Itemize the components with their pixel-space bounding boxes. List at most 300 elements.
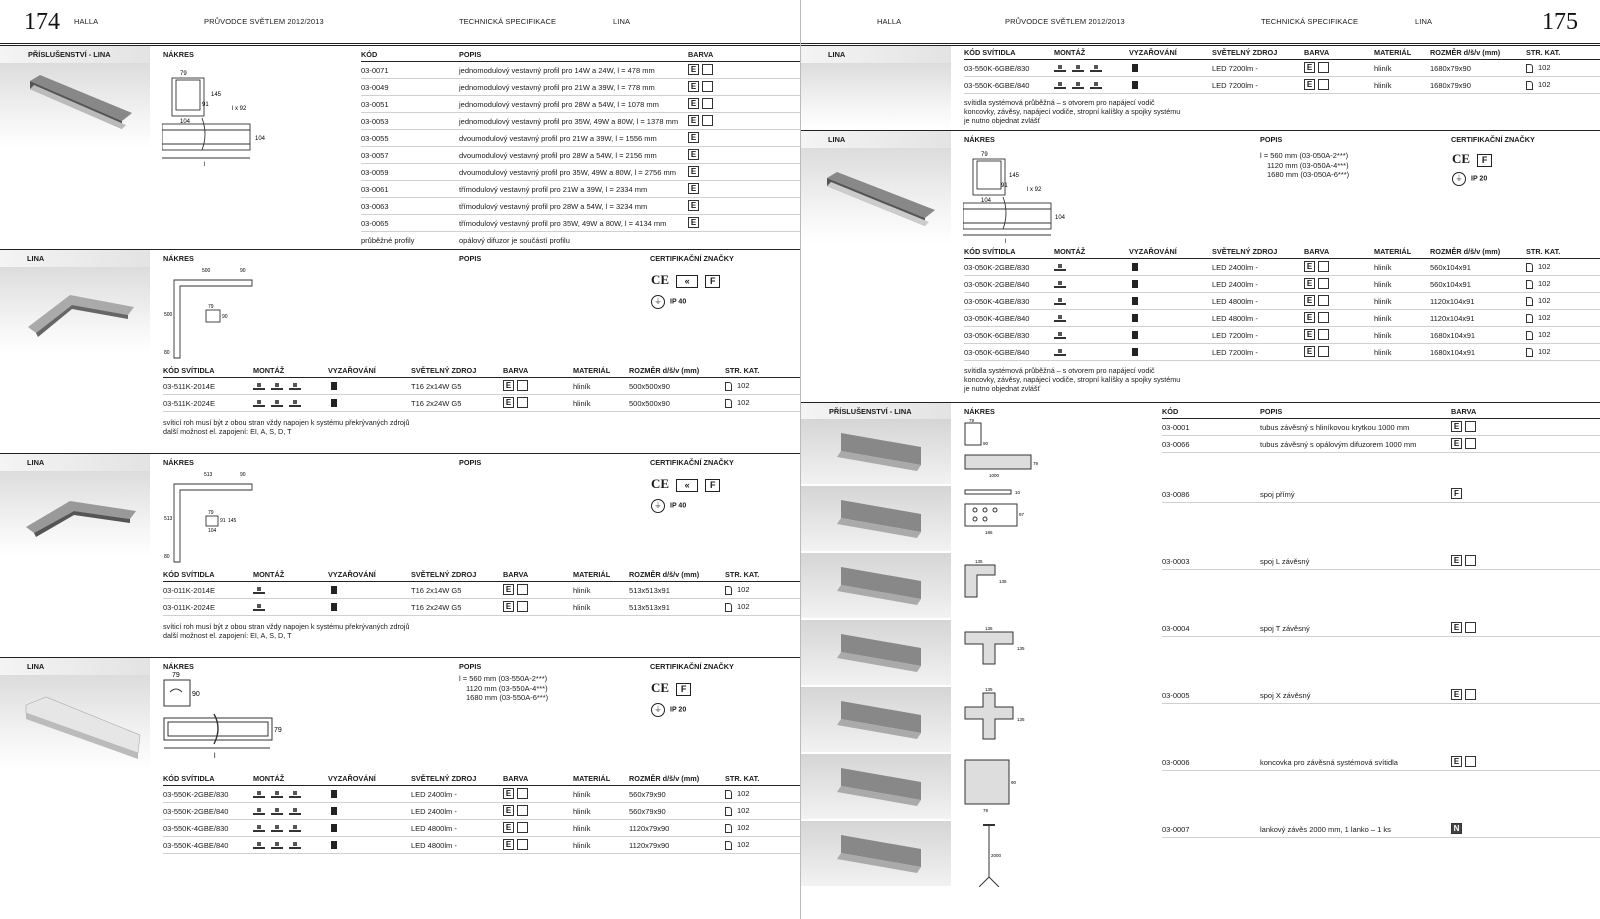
color-boxes bbox=[503, 397, 531, 408]
ground-icon: ⏚ bbox=[651, 499, 665, 513]
table-header: ROZMĚR d/š/v (mm) bbox=[629, 366, 700, 375]
accessory-photo-icon bbox=[801, 553, 951, 619]
table-row bbox=[964, 327, 1600, 344]
dim-text: 80 bbox=[164, 554, 170, 560]
table-row bbox=[964, 293, 1600, 310]
dim-text: 500 bbox=[164, 312, 173, 318]
material: hliník bbox=[573, 399, 591, 408]
accessory-photo-icon bbox=[801, 754, 951, 820]
light-source: T16 2x24W G5 bbox=[411, 603, 462, 612]
radiation-icon bbox=[1132, 262, 1138, 271]
dim-text: 513 bbox=[164, 516, 173, 522]
dimensions: 1680x104x91 bbox=[1430, 331, 1476, 340]
profile-drawing bbox=[162, 66, 277, 186]
dim-text: 1000 bbox=[989, 473, 1000, 478]
row-colors bbox=[688, 166, 702, 177]
dimensions: 560x79x90 bbox=[629, 807, 666, 816]
mount-icons bbox=[253, 823, 307, 832]
page-icon bbox=[725, 807, 732, 816]
fixture-code: 03-550K-2GBE/830 bbox=[163, 790, 229, 799]
ground-icon: ⏚ bbox=[1452, 172, 1466, 186]
ip-text: IP 40 bbox=[670, 298, 687, 306]
color-white-icon bbox=[702, 98, 713, 109]
table-row bbox=[163, 395, 800, 412]
mount-icons bbox=[1054, 347, 1072, 356]
mount-icons bbox=[1054, 296, 1072, 305]
color-boxes bbox=[1304, 312, 1332, 323]
color-white-icon bbox=[1465, 756, 1476, 767]
fixture-code: 03-011K-2014E bbox=[163, 586, 215, 595]
color-white-icon bbox=[1465, 622, 1476, 633]
radiation-icon bbox=[331, 806, 337, 815]
row-code: 03-0057 bbox=[361, 151, 389, 160]
table-header: MONTÁŽ bbox=[1054, 48, 1086, 57]
f-mark-icon: F bbox=[1477, 154, 1492, 167]
left-header bbox=[0, 0, 800, 44]
row-colors bbox=[688, 64, 716, 75]
mount-icons bbox=[253, 398, 307, 407]
col-popis: POPIS bbox=[459, 50, 482, 59]
mount-icon bbox=[289, 825, 301, 832]
light-source: LED 2400lm - bbox=[411, 807, 457, 816]
ip-text: IP 40 bbox=[670, 502, 687, 510]
warning-icon: « bbox=[676, 479, 698, 492]
page-icon bbox=[725, 603, 732, 612]
accessory-photo-icon bbox=[801, 486, 951, 552]
block-note bbox=[964, 98, 1180, 125]
row-code: 03-0003 bbox=[1162, 557, 1190, 566]
dimensions: 1680x79x90 bbox=[1430, 64, 1471, 73]
mount-icon bbox=[1054, 349, 1066, 356]
page-icon bbox=[725, 824, 732, 833]
table-row bbox=[361, 215, 800, 232]
ce-mark: CE bbox=[651, 272, 670, 287]
table-row bbox=[361, 79, 800, 96]
row-desc: tubus závěsný s opálovým difuzorem 1000 mm bbox=[1260, 440, 1417, 449]
accessories-block bbox=[801, 402, 1600, 919]
color-boxes bbox=[503, 380, 531, 391]
color-white-icon bbox=[1318, 295, 1329, 306]
linear-drawing bbox=[162, 670, 292, 760]
dim-text: 513 bbox=[204, 472, 213, 478]
row-code: 03-0004 bbox=[1162, 624, 1190, 633]
header-product: LINA bbox=[613, 17, 631, 26]
product-photo-blank bbox=[801, 63, 951, 129]
material: hliník bbox=[1374, 314, 1392, 323]
fixture-code: 03-511K-2024E bbox=[163, 399, 215, 408]
product-photo bbox=[0, 471, 150, 557]
header-brand: HALLA bbox=[877, 17, 902, 26]
ce-mark: CE bbox=[1452, 151, 1471, 166]
row-colors bbox=[688, 183, 702, 194]
table-row bbox=[361, 181, 800, 198]
product-photo bbox=[0, 675, 150, 771]
accessories-block bbox=[0, 45, 800, 248]
color-boxes bbox=[1304, 346, 1332, 357]
block-side bbox=[0, 46, 150, 149]
catalog-page: 102 bbox=[725, 585, 750, 595]
page-number: 174 bbox=[24, 9, 60, 35]
dim-text: l x 92 bbox=[232, 106, 247, 112]
block-label: PŘÍSLUŠENSTVÍ - LINA bbox=[801, 403, 951, 420]
table-row bbox=[361, 62, 800, 79]
catalog-page: 102 bbox=[725, 840, 750, 850]
page-icon bbox=[1526, 64, 1533, 73]
color-e-icon: E bbox=[1304, 62, 1315, 73]
row-code: 03-0053 bbox=[361, 117, 389, 126]
radiation-icon bbox=[1132, 330, 1138, 339]
catalog-page: 102 bbox=[1526, 313, 1551, 323]
accessory-drawing bbox=[963, 687, 1063, 755]
accessory-photo-icon bbox=[801, 419, 951, 485]
table-header: MONTÁŽ bbox=[1054, 247, 1086, 256]
radiation-icon bbox=[1132, 313, 1138, 322]
accessory-photo bbox=[801, 486, 951, 552]
row-desc: třímodulový vestavný profil pro 28W a 54W, l = 3234 mm bbox=[459, 202, 648, 211]
table-header: KÓD SVÍTIDLA bbox=[163, 366, 215, 375]
dimensions: 560x104x91 bbox=[1430, 263, 1471, 272]
dim-text: 79 bbox=[1033, 461, 1039, 466]
color-e-icon: E bbox=[503, 822, 514, 833]
col-popis: POPIS bbox=[1260, 135, 1283, 144]
dim-text: 2000 bbox=[991, 853, 1002, 858]
dim-text: 10 bbox=[1015, 490, 1021, 495]
color-e-icon: E bbox=[1304, 329, 1315, 340]
catalog-page: 102 bbox=[1526, 63, 1551, 73]
table-row bbox=[361, 130, 800, 147]
block-side bbox=[0, 658, 150, 771]
dim-text: 104 bbox=[1055, 215, 1066, 221]
radiation-icon bbox=[1132, 347, 1138, 356]
dimensions: 1680x104x91 bbox=[1430, 348, 1476, 357]
f-mark-icon: F bbox=[705, 479, 720, 492]
dim-text: 104 bbox=[180, 119, 191, 125]
row-desc: tubus závěsný s hliníkovou krytkou 1000 mm bbox=[1260, 423, 1410, 432]
block-note bbox=[163, 418, 409, 436]
mount-icon bbox=[271, 791, 283, 798]
page-icon bbox=[1526, 314, 1533, 323]
dim-text: 79 bbox=[172, 672, 180, 679]
accessory-drawing bbox=[963, 754, 1063, 822]
row-code: 03-0059 bbox=[361, 168, 389, 177]
mount-icon bbox=[271, 842, 283, 849]
row-colors bbox=[1451, 421, 1479, 432]
col-barva: BARVA bbox=[688, 50, 714, 59]
accessory-drawing bbox=[963, 620, 1063, 688]
table-row bbox=[1162, 486, 1600, 503]
dim-text: 145 bbox=[228, 518, 237, 524]
color-boxes bbox=[1304, 261, 1332, 272]
row-code: průběžné profily bbox=[361, 236, 415, 245]
table-row bbox=[964, 60, 1600, 77]
table-header: KÓD SVÍTIDLA bbox=[163, 774, 215, 783]
light-source: LED 7200lm - bbox=[1212, 64, 1258, 73]
table-header: STR. KAT. bbox=[725, 774, 760, 783]
color-e-icon: E bbox=[1451, 622, 1462, 633]
color-e-icon: E bbox=[503, 601, 514, 612]
row-code: 03-0086 bbox=[1162, 490, 1190, 499]
mount-icon bbox=[253, 400, 265, 407]
cert-marks bbox=[651, 476, 720, 492]
row-desc: jednomodulový vestavný profil pro 28W a 54W, l = 1078 mm bbox=[459, 100, 659, 109]
block-label: LINA bbox=[801, 131, 951, 148]
row-desc: dvoumodulový vestavný profil pro 28W a 54W, l = 2156 mm bbox=[459, 151, 657, 160]
color-boxes bbox=[1304, 278, 1332, 289]
table-header: BARVA bbox=[1304, 247, 1330, 256]
mount-icon bbox=[289, 808, 301, 815]
col-cert: CERTIFIKAČNÍ ZNAČKY bbox=[650, 458, 734, 467]
row-code: 03-0061 bbox=[361, 185, 389, 194]
row-code: 03-0055 bbox=[361, 134, 389, 143]
row-code: 03-0066 bbox=[1162, 440, 1190, 449]
mount-icons bbox=[1054, 63, 1108, 72]
light-source: LED 4800lm - bbox=[1212, 314, 1258, 323]
mount-icon bbox=[1090, 82, 1102, 89]
mount-icons bbox=[1054, 262, 1072, 271]
row-colors bbox=[688, 98, 716, 109]
light-source: LED 4800lm - bbox=[1212, 297, 1258, 306]
table-row bbox=[1162, 553, 1600, 570]
color-white-icon bbox=[1318, 261, 1329, 272]
dim-text: 79 bbox=[274, 727, 282, 734]
dim-text: l bbox=[1005, 239, 1007, 245]
light-source: T16 2x24W G5 bbox=[411, 399, 462, 408]
warning-icon: « bbox=[676, 275, 698, 288]
catalog-page: 102 bbox=[725, 602, 750, 612]
row-colors bbox=[1451, 488, 1465, 499]
row-code: 03-0007 bbox=[1162, 825, 1190, 834]
right-header bbox=[801, 0, 1600, 44]
col-popis: POPIS bbox=[459, 662, 482, 671]
dim-text: l bbox=[214, 753, 216, 760]
dim-text: 79 bbox=[208, 510, 214, 516]
dimensions: 513x513x91 bbox=[629, 586, 670, 595]
page-icon bbox=[725, 382, 732, 391]
light-source: LED 2400lm - bbox=[1212, 263, 1258, 272]
row-desc: spoj L závěsný bbox=[1260, 557, 1310, 566]
row-desc: jednomodulový vestavný profil pro 35W, 49W a 80W, l = 1378 mm bbox=[459, 117, 679, 126]
table-header: KÓD SVÍTIDLA bbox=[964, 48, 1016, 57]
fixture-code: 03-050K-6GBE/840 bbox=[964, 348, 1030, 357]
dim-text: 90 bbox=[1011, 780, 1017, 785]
color-white-icon bbox=[702, 115, 713, 126]
col-nakres: NÁKRES bbox=[163, 50, 194, 59]
mount-icon bbox=[271, 825, 283, 832]
block-label: LINA bbox=[0, 454, 150, 471]
catalog-page: 102 bbox=[1526, 296, 1551, 306]
mount-icon bbox=[289, 791, 301, 798]
color-white-icon bbox=[517, 380, 528, 391]
dim-text: 90 bbox=[240, 268, 246, 274]
color-e-icon: E bbox=[688, 132, 699, 143]
material: hliník bbox=[1374, 64, 1392, 73]
fixture-code: 03-550K-6GBE/840 bbox=[964, 81, 1030, 90]
material: hliník bbox=[573, 603, 591, 612]
dim-text: 90 bbox=[240, 472, 246, 478]
col-cert: CERTIFIKAČNÍ ZNAČKY bbox=[650, 254, 734, 263]
table-header: KÓD SVÍTIDLA bbox=[964, 247, 1016, 256]
row-code: 03-0071 bbox=[361, 66, 389, 75]
row-desc: dvoumodulový vestavný profil pro 35W, 49W a 80W, l = 2756 mm bbox=[459, 168, 676, 177]
lina-corner-block-2 bbox=[0, 453, 800, 657]
color-e-icon: E bbox=[688, 166, 699, 177]
radiation-icon bbox=[1132, 296, 1138, 305]
table-row bbox=[1162, 821, 1600, 838]
product-photo bbox=[0, 267, 150, 353]
dimensions: 560x79x90 bbox=[629, 790, 666, 799]
color-e-icon: E bbox=[1304, 79, 1315, 90]
fixture-code: 03-550K-4GBE/830 bbox=[163, 824, 229, 833]
light-source: T16 2x14W G5 bbox=[411, 382, 462, 391]
length-list bbox=[1260, 151, 1349, 180]
length-line: l = 560 mm (03-050A-2***) bbox=[1260, 151, 1349, 160]
ground-icon: ⏚ bbox=[651, 703, 665, 717]
lina-corner-block bbox=[0, 249, 800, 453]
material: hliník bbox=[1374, 348, 1392, 357]
row-colors bbox=[1451, 622, 1479, 633]
header-guide: PRŮVODCE SVĚTLEM 2012/2013 bbox=[204, 17, 324, 26]
accessory-drawing bbox=[963, 821, 1063, 889]
light-source: LED 2400lm - bbox=[1212, 280, 1258, 289]
color-e-icon: E bbox=[1304, 261, 1315, 272]
dim-text: l x 92 bbox=[1027, 187, 1042, 193]
block-note bbox=[163, 622, 409, 640]
color-white-icon bbox=[702, 81, 713, 92]
dim-text: 79 bbox=[969, 419, 975, 423]
row-desc: jednomodulový vestavný profil pro 21W a 39W, l = 778 mm bbox=[459, 83, 655, 92]
dimensions: 1120x104x91 bbox=[1430, 314, 1475, 323]
mount-icon bbox=[1054, 298, 1066, 305]
right-page bbox=[800, 0, 1600, 919]
col-nakres: NÁKRES bbox=[163, 254, 194, 263]
accessory-photo bbox=[801, 620, 951, 686]
light-source: T16 2x14W G5 bbox=[411, 586, 462, 595]
table-row bbox=[163, 378, 800, 395]
catalog-page: 102 bbox=[1526, 262, 1551, 272]
color-white-icon bbox=[702, 64, 713, 75]
cert-marks bbox=[1452, 151, 1492, 167]
row-colors bbox=[688, 149, 702, 160]
fixture-code: 03-011K-2024E bbox=[163, 603, 215, 612]
color-e-icon: E bbox=[503, 788, 514, 799]
mount-icon bbox=[253, 604, 265, 611]
row-colors bbox=[1451, 555, 1479, 566]
color-white-icon bbox=[1318, 312, 1329, 323]
mount-icon bbox=[253, 825, 265, 832]
block-note bbox=[964, 366, 1180, 393]
material: hliník bbox=[573, 586, 591, 595]
accessory-photo bbox=[801, 553, 951, 619]
f-mark-icon: F bbox=[676, 683, 691, 696]
header-brand: HALLA bbox=[74, 17, 99, 26]
dim-text: 97 bbox=[1019, 512, 1025, 517]
dim-text: 145 bbox=[1009, 173, 1020, 179]
page-icon bbox=[725, 790, 732, 799]
accessory-photo bbox=[801, 754, 951, 820]
table-row bbox=[964, 259, 1600, 276]
mount-icon bbox=[253, 791, 265, 798]
dimensions: 513x513x91 bbox=[629, 603, 670, 612]
row-colors bbox=[1451, 756, 1479, 767]
ce-mark: CE bbox=[651, 476, 670, 491]
table-row bbox=[361, 113, 800, 130]
table-header: VYZAŘOVÁNÍ bbox=[1129, 247, 1177, 256]
note-line: koncovky, závěsy, napájecí vodiče, stropní kalíšky a spojky systému bbox=[964, 375, 1181, 384]
color-e-icon: E bbox=[503, 380, 514, 391]
mount-icon bbox=[253, 383, 265, 390]
table-row bbox=[163, 803, 800, 820]
dimensions: 560x104x91 bbox=[1430, 280, 1471, 289]
cert-marks bbox=[651, 680, 691, 696]
color-boxes bbox=[503, 584, 531, 595]
row-code: 03-0063 bbox=[361, 202, 389, 211]
length-line: 1680 mm (03-550A-6***) bbox=[466, 693, 549, 702]
row-desc: lankový závěs 2000 mm, 1 lanko – 1 ks bbox=[1260, 825, 1391, 834]
color-white-icon bbox=[1318, 278, 1329, 289]
fixture-code: 03-550K-4GBE/840 bbox=[163, 841, 229, 850]
lina-continued-block bbox=[801, 45, 1600, 130]
dimensions: 500x500x90 bbox=[629, 382, 670, 391]
page-icon bbox=[1526, 331, 1533, 340]
mount-icons bbox=[1054, 330, 1072, 339]
ip-rating bbox=[651, 703, 686, 717]
col-nakres: NÁKRES bbox=[964, 135, 995, 144]
accessory-photo bbox=[801, 821, 951, 887]
color-white-icon bbox=[517, 839, 528, 850]
dimensions: 500x500x90 bbox=[629, 399, 670, 408]
catalog-page: 102 bbox=[725, 381, 750, 391]
color-boxes bbox=[1304, 295, 1332, 306]
table-header: MONTÁŽ bbox=[253, 774, 285, 783]
length-line: 1120 mm (03-050A-4***) bbox=[1267, 160, 1349, 170]
catalog-page: 102 bbox=[1526, 80, 1551, 90]
mount-icon bbox=[253, 587, 265, 594]
dim-text: 135 bbox=[1017, 646, 1025, 651]
row-colors bbox=[688, 115, 716, 126]
fixture-code: 03-511K-2014E bbox=[163, 382, 215, 391]
dim-text: 91 bbox=[202, 102, 209, 108]
page-number: 175 bbox=[1542, 9, 1578, 35]
mount-icon bbox=[271, 400, 283, 407]
color-boxes bbox=[1304, 62, 1332, 73]
color-e-icon: E bbox=[1451, 421, 1462, 432]
col-cert: CERTIFIKAČNÍ ZNAČKY bbox=[650, 662, 734, 671]
catalog-page: 102 bbox=[1526, 330, 1551, 340]
dim-text: 79 bbox=[180, 71, 187, 77]
mount-icons bbox=[1054, 313, 1072, 322]
accessory-drawing bbox=[963, 553, 1063, 621]
note-line: svíticí roh musí být z obou stran vždy napojen k systému překrývaných zdrojů bbox=[163, 418, 410, 427]
block-side bbox=[801, 403, 951, 420]
color-e-icon: E bbox=[688, 98, 699, 109]
table-header: VYZAŘOVÁNÍ bbox=[1129, 48, 1177, 57]
color-boxes bbox=[503, 788, 531, 799]
color-boxes bbox=[503, 601, 531, 612]
dim-text: 79 bbox=[981, 152, 988, 158]
color-e-icon: E bbox=[1451, 555, 1462, 566]
row-code: 03-0049 bbox=[361, 83, 389, 92]
table-row bbox=[964, 276, 1600, 293]
corner2-drawing bbox=[162, 470, 262, 570]
color-e-icon: E bbox=[688, 183, 699, 194]
accessory-drawing bbox=[963, 419, 1063, 487]
table-row bbox=[163, 599, 800, 616]
table-row bbox=[1162, 687, 1600, 704]
material: hliník bbox=[573, 382, 591, 391]
fixture-code: 03-050K-4GBE/840 bbox=[964, 314, 1030, 323]
col-popis: POPIS bbox=[459, 254, 482, 263]
table-header: MATERIÁL bbox=[1374, 48, 1412, 57]
